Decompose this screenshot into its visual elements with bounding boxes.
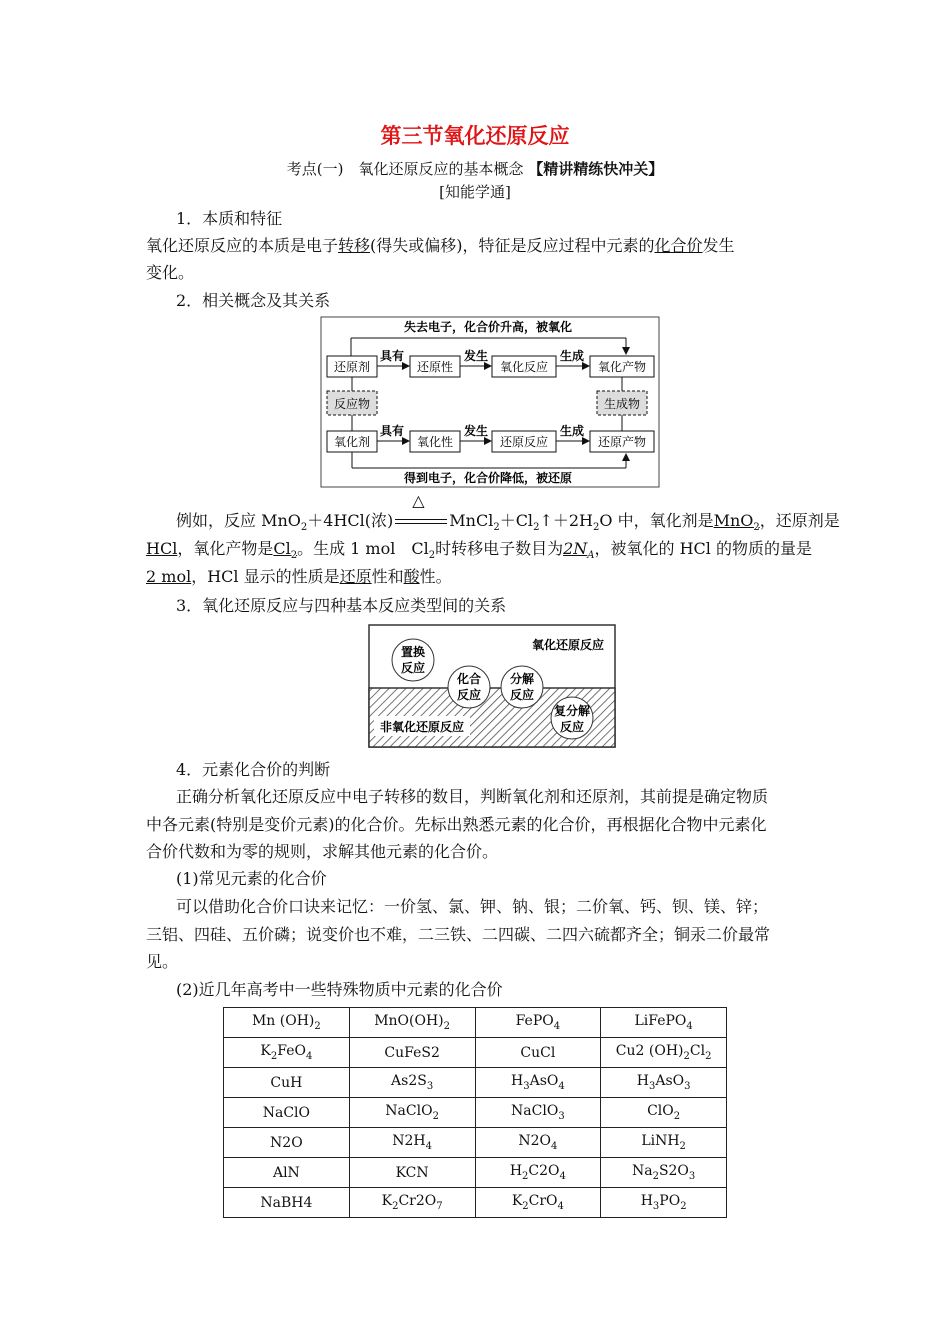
combination-label-2: 反应 [456,688,482,702]
subscript: 2 [679,1140,686,1152]
table-cell [601,1098,727,1128]
subscript: 3 [688,1170,696,1182]
formula-part: NaClO [511,1103,559,1120]
formula-part: AsO [655,1073,685,1090]
item4-p1-line3: 合价代数和为零的规则，求解其他元素的化合价。 [146,842,499,861]
text-run: ＋4HCl(浓) [307,511,394,530]
table-cell [475,1068,601,1098]
box-reducer-label: 还原剂 [333,360,371,374]
item4-p1-line2: 中各元素(特别是变价元素)的化合价。先标出熟悉元素的化合价，再根据化合物中元素化 [146,815,767,834]
subscript: 4 [305,1050,313,1062]
item4-heading: 4．元素化合价的判断 [176,760,331,779]
table-cell [349,1068,475,1098]
formula-part: N2O [270,1134,303,1151]
page-title: 第三节氧化还原反应 [380,124,570,148]
answer-blank: 转移 [338,236,371,255]
subscript: 2 [432,1110,439,1122]
double-decomposition-label-2: 反应 [559,720,585,734]
formula-part: K [260,1043,271,1060]
text-run: 时转移电子数目为 [435,539,564,558]
item1-line2: 变化。 [146,263,195,282]
box-oxidation-reaction-label: 氧化反应 [499,360,549,374]
table-cell [601,1008,727,1038]
formula-part: ClO [647,1103,674,1120]
decomposition-label-1: 分解 [509,672,535,686]
formula-part: LiNH [641,1133,680,1150]
formula-part: KCN [395,1164,429,1181]
text-run: 氧化还原反应的本质是电子 [146,236,339,255]
answer-blank: 酸 [403,567,420,586]
answer-blank: 化合价 [654,236,703,255]
box-oxidizability-label: 氧化性 [416,435,454,449]
text-run: ，还原剂是 [759,511,840,530]
formula-part: S2O [658,1163,689,1180]
box-reducibility-label: 还原性 [416,360,454,374]
formula-part: As2S [391,1073,427,1090]
subscript: 4 [559,1170,566,1182]
text-run: 性和 [371,567,404,586]
formula-part: K [511,1193,523,1210]
table-row [224,1038,727,1068]
box-oxidant-label: 氧化剂 [333,435,371,449]
table-row [224,1098,727,1128]
table-cell [601,1128,727,1158]
formula-part: NaClO [262,1104,310,1121]
row1-arrow-1-label: 具有 [379,349,405,363]
formula-part: CuH [270,1074,303,1091]
example-line1 [176,491,840,538]
table-cell [475,1098,601,1128]
text-run: MnO [713,511,754,530]
item4-sub1: (1)常见元素的化合价 [176,869,327,888]
table-cell [475,1188,601,1218]
item4-p2-line2: 三铝、四硅、五价磷；说变价也不难，二三铁、二四碳、二四六硫都齐全；铜汞二价最常 [146,925,771,944]
formula-part: FeO [277,1043,306,1060]
item3-heading: 3．氧化还原反应与四种基本反应类型间的关系 [176,596,507,615]
text-run: 2N [563,539,588,558]
section-heading-tag: 【精讲精练快冲关】 [528,160,664,178]
table-cell [224,1008,350,1038]
table-row [224,1128,727,1158]
subscript: 3 [652,1200,660,1212]
double-decomposition-label-1: 复分解 [553,704,591,718]
subscript: 2 [652,1170,659,1182]
table-cell [224,1128,350,1158]
formula-part: Na [631,1163,653,1180]
table-cell [475,1038,601,1068]
formula-part: PO [659,1193,681,1210]
section-heading [0,158,950,179]
table-cell [349,1038,475,1068]
subscript: 4 [557,1200,564,1212]
subscript: 2 [533,522,540,534]
row1-arrow-3-label: 生成 [559,349,585,363]
subscript: 2 [753,522,760,534]
answer-blank [713,511,760,534]
bottom-loop-label: 得到电子，化合价降低，被还原 [403,471,573,485]
subscript: 4 [686,1020,693,1032]
box-product-label: 生成物 [603,397,641,411]
table-cell [475,1008,601,1038]
formula-part: H [640,1193,653,1210]
row2-arrow-1-label: 具有 [379,424,405,438]
table-row [224,1068,727,1098]
formula-part: LiFePO [634,1013,687,1030]
answer-blank: 还原 [339,567,372,586]
subscript: 4 [551,1140,558,1152]
heat-arrow [393,491,449,531]
text-run: ，氧化产物是 [177,539,274,558]
example-line2 [146,539,812,566]
formula-part: N2O [518,1133,551,1150]
item2-heading: 2．相关概念及其关系 [176,291,331,310]
example-line3 [146,567,452,587]
formula-part: Cr2O [398,1193,437,1210]
formula-part: H [636,1073,649,1090]
subscript: 2 [270,1050,278,1062]
subscript: 4 [553,1020,561,1032]
section-heading-text: 考点(一) 氧化还原反应的基本概念 [286,160,524,178]
subscript: 2 [290,550,298,562]
formula-part: FePO [515,1013,554,1030]
table-row [224,1008,727,1038]
text-run: 性。 [419,567,452,586]
valence-table [223,1007,727,1218]
answer-blank: HCl [146,539,178,558]
formula-part: Mn (OH) [251,1013,315,1030]
reaction-type-venn-diagram [368,624,616,748]
row2-arrow-3-label: 生成 [559,424,585,438]
formula-part: N2H [392,1133,426,1150]
subscript: 2 [683,1050,690,1062]
subscript: 2 [314,1020,321,1032]
table-cell [475,1128,601,1158]
item4-p1-line1: 正确分析氧化还原反应中电子转移的数目，判断氧化剂和还原剂，其前提是确定物质 [176,787,769,806]
table-cell [224,1098,350,1128]
subscript: 3 [648,1080,656,1092]
formula-part: C2O [528,1163,560,1180]
table-cell [601,1188,727,1218]
answer-blank [273,539,298,562]
box-reduction-product-label: 还原产物 [597,435,647,449]
item1-line1 [146,236,735,256]
subscript: 3 [523,1080,530,1092]
text-run: Cl [273,539,291,558]
subscript: 3 [558,1110,565,1122]
text-run: MnCl [449,511,494,530]
concept-relation-diagram [320,316,660,488]
equals-bar-top [395,519,447,520]
table-cell [349,1158,475,1188]
formula-part: Cu2 (OH) [615,1043,684,1060]
top-loop-label: 失去电子，化合价升高，被氧化 [403,320,573,334]
formula-part: CuCl [520,1044,556,1061]
table-cell [601,1038,727,1068]
formula-part: CuFeS2 [384,1044,440,1061]
formula-part: H [509,1163,523,1180]
table-cell [349,1098,475,1128]
table-cell [475,1158,601,1188]
displacement-label-1: 置换 [400,645,426,659]
formula-part: CrO [528,1193,558,1210]
heat-icon: △ [412,491,425,510]
subscript: 4 [425,1140,432,1152]
subscript: 2 [300,522,308,534]
table-cell [349,1188,475,1218]
subscript: 2 [443,1020,451,1032]
subscript: 2 [680,1200,687,1212]
redox-region-label: 氧化还原反应 [531,638,605,652]
subscript: 2 [522,1200,529,1212]
table-cell [601,1158,727,1188]
text-run: ＋Cl [499,511,534,530]
text-run: 发生 [702,236,735,255]
formula-part: K [381,1193,393,1210]
text-run: 。生成 1 mol Cl [297,539,429,558]
box-reduction-reaction-label: 还原反应 [499,435,549,449]
displacement-label-2: 反应 [400,661,426,675]
table-cell [224,1068,350,1098]
formula-part: Cl [689,1043,706,1060]
answer-blank [563,539,595,562]
table-row [224,1158,727,1188]
table-cell [224,1038,350,1068]
section-subtag: [知能学通] [439,183,511,201]
subscript: 7 [436,1200,443,1212]
subscript: 2 [428,550,436,562]
table-cell [224,1158,350,1188]
formula-part: AsO [529,1073,559,1090]
text-run: O 中，氧化剂是 [599,511,714,530]
item4-sub2: (2)近几年高考中一些特殊物质中元素的化合价 [176,980,503,999]
subscript: 3 [684,1080,691,1092]
box-oxidation-product-label: 氧化产物 [597,360,647,374]
subscript: A [587,550,595,562]
formula-part: AlN [272,1164,300,1181]
text-run: (得失或偏移)，特征是反应过程中元素的 [370,236,655,255]
subscript: 2 [392,1200,399,1212]
table-cell [601,1068,727,1098]
decomposition-label-2: 反应 [509,688,535,702]
formula-part: NaClO [385,1103,433,1120]
subscript: 3 [426,1080,434,1092]
subscript: 2 [673,1110,681,1122]
text-run: 例如，反应 MnO [176,511,301,530]
text-run: ↑＋2H [539,511,593,530]
table-cell [349,1128,475,1158]
answer-blank: 2 mol [146,567,192,586]
row2-arrow-2-label: 发生 [463,424,489,438]
formula-part: H [511,1073,524,1090]
subscript: 2 [493,522,500,534]
formula-part: MnO(OH) [374,1013,444,1030]
table-cell [349,1008,475,1038]
row1-arrow-2-label: 发生 [463,349,489,363]
subscript: 4 [558,1080,565,1092]
item4-p2-line1: 可以借助化合价口诀来记忆：一价氢、氯、钾、钠、银；二价氧、钙、钡、镁、锌； [176,897,769,916]
subscript: 2 [705,1050,712,1062]
box-reactant-label: 反应物 [333,397,371,411]
table-row [224,1188,727,1218]
formula-part: NaBH4 [260,1194,313,1211]
table-cell [224,1188,350,1218]
subscript: 2 [592,522,600,534]
non-redox-region-label: 非氧化还原反应 [379,720,465,734]
text-run: ，HCl 显示的性质是 [191,567,340,586]
item1-heading: 1．本质和特征 [176,209,283,228]
subscript: 2 [522,1170,529,1182]
combination-label-1: 化合 [456,672,482,686]
text-run: ，被氧化的 HCl 的物质的量是 [594,539,813,558]
item4-p2-line3: 见。 [146,952,179,971]
equals-bar-bottom [395,523,447,524]
